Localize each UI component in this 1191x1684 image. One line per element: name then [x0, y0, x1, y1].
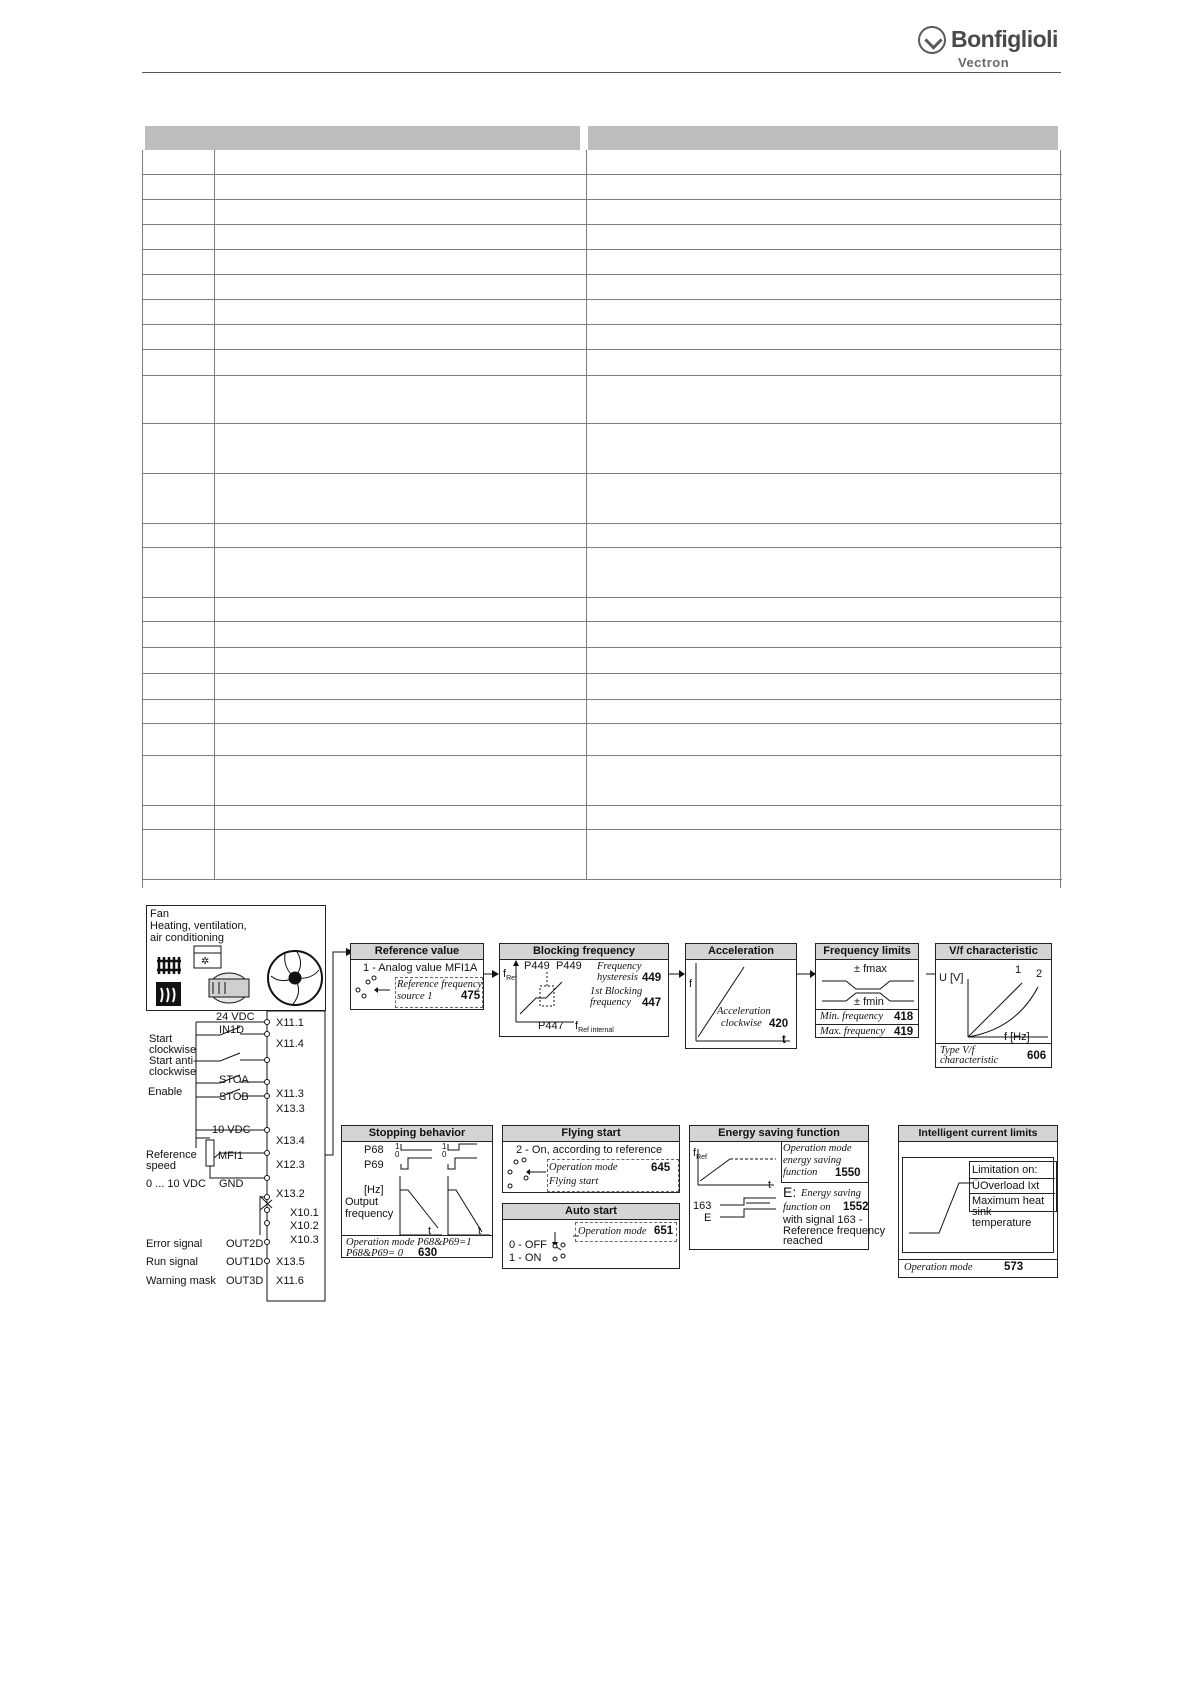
- table-cell: [142, 548, 215, 597]
- intelligent-current-mode-label: Operation mode: [904, 1262, 973, 1273]
- energy-saving-mode-2: energy saving: [783, 1155, 842, 1166]
- gnd-label: GND: [219, 1178, 244, 1190]
- table-cell: [142, 424, 215, 473]
- block-intelligent-current-limits: [898, 1125, 1058, 1278]
- start-ccw-line-1: Start anti-: [149, 1055, 197, 1067]
- table-cell: [142, 225, 215, 249]
- frequency-limits-fmax: ± fmax: [854, 963, 887, 975]
- terminal-x10-2: X10.2: [290, 1220, 319, 1232]
- energy-saving-title: Energy saving function: [690, 1126, 868, 1142]
- application-title-line-1: Fan: [150, 908, 169, 920]
- table-row: [142, 622, 1062, 648]
- table-cell: [214, 700, 587, 723]
- blocking-p449-a: P449: [524, 960, 550, 972]
- terminal-x13-4: X13.4: [276, 1135, 305, 1147]
- table-row: [142, 225, 1062, 250]
- energy-saving-fref: $f_{Ref}$: [693, 1147, 707, 1162]
- energy-saving-e-big: E:: [783, 1184, 797, 1200]
- stopping-divider: [342, 1235, 492, 1236]
- table-cell: [214, 200, 587, 224]
- energy-saving-divider-v: [781, 1141, 782, 1182]
- reference-value-title: Reference value: [351, 944, 483, 960]
- energy-saving-mode-param: 1550: [835, 1167, 861, 1179]
- table-cell: [214, 830, 587, 879]
- svg-text:✲: ✲: [201, 956, 210, 967]
- table-cell: [142, 325, 215, 349]
- blocking-frequency-title: Blocking frequency: [500, 944, 668, 960]
- table-cell: [214, 275, 587, 299]
- brand-subname: Vectron: [958, 55, 1010, 70]
- application-box: [146, 905, 326, 1011]
- brand-name: Bonfiglioli: [951, 26, 1058, 52]
- table-header-left: [145, 126, 580, 150]
- table-cell: [214, 350, 587, 375]
- radiator-icon: [157, 957, 181, 974]
- intelligent-current-options-divider-2: [969, 1193, 1055, 1194]
- table-row: [142, 648, 1062, 674]
- vf-label-1: Type V/f: [940, 1045, 975, 1056]
- auto-start-switch-icon: [549, 1228, 589, 1264]
- blocking-fref: $f_{Ref}$: [503, 968, 517, 983]
- auto-start-off: 0 - OFF: [509, 1239, 547, 1251]
- blocking-freq-param: 447: [642, 997, 662, 1009]
- table-cell: [214, 300, 587, 324]
- application-title-line-3: air conditioning: [150, 932, 224, 944]
- table-row: [142, 548, 1062, 598]
- frequency-limits-title: Frequency limits: [816, 944, 918, 960]
- table-cell: [214, 756, 587, 805]
- table-row: [142, 300, 1062, 325]
- auto-start-param: 651: [654, 1225, 674, 1237]
- energy-saving-mode-3: function: [783, 1167, 818, 1178]
- table-header-right: [588, 126, 1058, 150]
- table-cell: [214, 674, 587, 699]
- table-cell: [142, 250, 215, 274]
- vf-u-axis: U [V]: [939, 972, 964, 984]
- block-blocking-frequency: [499, 943, 669, 1037]
- ventilation-icon: [156, 982, 181, 1006]
- frequency-limits-max-label: Max. frequency: [820, 1026, 885, 1037]
- frequency-limits-min-label: Min. frequency: [820, 1011, 884, 1022]
- energy-saving-t: t: [768, 1179, 772, 1191]
- blocking-hyst-label-1: Frequency: [597, 961, 642, 972]
- header-rule: [142, 72, 1061, 73]
- table-cell: [142, 756, 215, 805]
- vf-curve-1: 1: [1015, 964, 1022, 976]
- table-cell: [142, 350, 215, 375]
- block-stopping-behavior: [341, 1125, 493, 1258]
- out3d-label: OUT3D: [226, 1275, 264, 1287]
- flying-start-option: 2 - On, according to reference: [516, 1144, 663, 1156]
- table-row: [142, 376, 1062, 424]
- table-cell: [142, 150, 215, 174]
- warning-mask-label: Warning mask: [146, 1275, 216, 1287]
- acceleration-label-2: clockwise: [721, 1018, 762, 1029]
- acceleration-param: 420: [769, 1018, 789, 1030]
- blocking-p449-b: P449: [556, 960, 582, 972]
- table-row: [142, 700, 1062, 724]
- terminal-x13-2: X13.2: [276, 1188, 305, 1200]
- table-cell: [214, 648, 587, 673]
- auto-start-title: Auto start: [503, 1204, 679, 1220]
- energy-saving-e-label-1: Energy saving: [801, 1188, 861, 1199]
- terminal-x11-6: X11.6: [276, 1275, 304, 1287]
- auto-start-on: 1 - ON: [509, 1252, 542, 1264]
- energy-saving-divider-h: [781, 1182, 868, 1183]
- blocking-hyst-param: 449: [642, 972, 662, 984]
- vf-f-axis: f [Hz]: [1004, 1031, 1030, 1043]
- table-row: [142, 275, 1062, 300]
- table-row: [142, 756, 1062, 806]
- flying-start-label-2: Flying start: [549, 1176, 599, 1187]
- fan-motor-icon: [209, 973, 249, 1003]
- table-cell: [142, 724, 215, 755]
- bonfiglioli-logo-icon: [918, 26, 946, 54]
- flying-start-switch-icon: [506, 1156, 546, 1192]
- table-cell: [142, 474, 215, 523]
- table-cell: [142, 700, 215, 723]
- vf-characteristic-title: V/f characteristic: [936, 944, 1051, 960]
- terminal-x12-3: X12.3: [276, 1159, 305, 1171]
- intelligent-current-limitation-on: Limitation on:: [972, 1164, 1038, 1176]
- flying-start-title: Flying start: [503, 1126, 679, 1142]
- table-cell: [214, 325, 587, 349]
- ref-speed-line-2: speed: [146, 1160, 176, 1172]
- table-row: [142, 724, 1062, 756]
- stopping-param: 630: [418, 1247, 438, 1259]
- energy-saving-mode-1: Operation mode: [783, 1143, 852, 1154]
- stopping-behavior-graph: [342, 1140, 492, 1240]
- vf-curve-2: 2: [1036, 968, 1043, 980]
- out1d-label: OUT1D: [226, 1256, 264, 1268]
- vf-characteristic-graph: [936, 959, 1053, 1049]
- stob-label: STOB: [219, 1091, 249, 1103]
- table-cell: [214, 225, 587, 249]
- fan-application-icons: [147, 906, 327, 1012]
- table-cell: [142, 524, 215, 547]
- energy-saving-e-label-2: function on: [783, 1202, 831, 1213]
- stopping-output-2: frequency: [345, 1208, 394, 1220]
- stopping-behavior-title: Stopping behavior: [342, 1126, 492, 1142]
- table-row: [142, 250, 1062, 275]
- table-row: [142, 325, 1062, 350]
- stoa-label: STOA: [219, 1074, 249, 1086]
- table-row: [142, 424, 1062, 474]
- error-signal-label: Error signal: [146, 1238, 203, 1250]
- frequency-limits-divider: [816, 1009, 918, 1010]
- intelligent-current-overload: ÜOverload Ixt: [972, 1180, 1040, 1192]
- run-signal-label: Run signal: [146, 1256, 198, 1268]
- ref-speed-line-1: Reference: [146, 1149, 197, 1161]
- block-auto-start: [502, 1203, 680, 1269]
- table-cell: [142, 622, 215, 647]
- table-cell: [142, 376, 215, 423]
- table-cell: [142, 806, 215, 829]
- terminal-x11-1: X11.1: [276, 1017, 304, 1029]
- reference-value-param: 475: [461, 990, 481, 1002]
- table-cell: [214, 598, 587, 621]
- blocking-freq-label-1: 1st Blocking: [590, 986, 643, 997]
- auto-start-label: Operation mode: [578, 1226, 647, 1237]
- table-cell: [214, 524, 587, 547]
- stopping-t-b: t: [478, 1225, 482, 1237]
- table-cell: [214, 250, 587, 274]
- supply-10vdc: 10 VDC: [212, 1124, 251, 1136]
- table-cell: [214, 622, 587, 647]
- frequency-limits-divider-2: [816, 1024, 918, 1025]
- vf-divider: [936, 1043, 1051, 1044]
- acceleration-f: f: [689, 978, 693, 990]
- table-cell: [142, 598, 215, 621]
- frequency-limits-fmin: ± fmin: [854, 996, 884, 1008]
- table-cell: [214, 376, 587, 423]
- table-row: [142, 200, 1062, 225]
- reference-value-option: 1 - Analog value MFI1A: [363, 962, 478, 974]
- mfi1-label: MFI1: [218, 1150, 244, 1162]
- table-cell: [214, 806, 587, 829]
- table-cell: [214, 424, 587, 473]
- terminal-x10-3: X10.3: [290, 1234, 319, 1246]
- table-cell: [142, 200, 215, 224]
- acceleration-graph: [686, 959, 796, 1049]
- block-frequency-limits: [815, 943, 919, 1038]
- terminal-x13-5: X13.5: [276, 1256, 305, 1268]
- energy-saving-e: E: [704, 1212, 712, 1224]
- acceleration-label-1: Acceleration: [717, 1006, 771, 1017]
- stopping-hz: [Hz]: [364, 1184, 384, 1196]
- acceleration-t: t: [782, 1034, 786, 1046]
- energy-saving-signal-2: Reference frequency: [783, 1225, 886, 1237]
- stopping-p68: P68: [364, 1144, 384, 1156]
- table-cell: [214, 474, 587, 523]
- start-cw-line-1: Start: [149, 1033, 173, 1045]
- stopping-p69: P69: [364, 1159, 384, 1171]
- terminal-x11-4: X11.4: [276, 1038, 304, 1050]
- stopping-mode-line-1: Operation mode P68&P69=1: [346, 1237, 472, 1248]
- table-row: [142, 150, 1062, 175]
- terminal-x10-1: X10.1: [290, 1207, 319, 1219]
- intelligent-current-limits-title: Intelligent current limits: [899, 1126, 1057, 1142]
- vf-param: 606: [1027, 1050, 1047, 1062]
- table-cell: [142, 175, 215, 199]
- intelligent-current-divider: [899, 1259, 1057, 1260]
- table-row: [142, 474, 1062, 524]
- table-cell: [142, 674, 215, 699]
- frequency-limits-max-param: 419: [894, 1026, 914, 1038]
- table-cell: [214, 150, 587, 174]
- energy-saving-signal-3: reached: [783, 1235, 823, 1247]
- brand-logo: [918, 22, 1068, 74]
- frequency-limits-min-param: 418: [894, 1011, 914, 1023]
- enable-label: Enable: [148, 1086, 183, 1098]
- table-row: [142, 524, 1062, 548]
- table-cell: [142, 648, 215, 673]
- blocking-p447: P447: [538, 1020, 564, 1032]
- reference-value-param-label-1: Reference frequency: [397, 979, 483, 990]
- block-flying-start: [502, 1125, 680, 1193]
- out2d-label: OUT2D: [226, 1238, 264, 1250]
- energy-saving-163: 163: [693, 1200, 712, 1212]
- stopping-output-1: Output: [345, 1196, 379, 1208]
- block-reference-value: [350, 943, 484, 1010]
- block-energy-saving: [689, 1125, 886, 1250]
- table-cell: [214, 548, 587, 597]
- reference-value-param-label-2: source 1: [397, 991, 433, 1002]
- stopping-t-a: t: [428, 1225, 432, 1237]
- blocking-fref-internal: $f_{Ref internal}$: [575, 1020, 614, 1035]
- blocking-hyst-label-2: hysteresis: [597, 972, 639, 983]
- flying-start-param: 645: [651, 1162, 671, 1174]
- block-acceleration: [685, 943, 797, 1049]
- ref-range: 0 ... 10 VDC: [146, 1178, 206, 1190]
- stopping-zero-a: 0: [395, 1150, 400, 1159]
- vf-label-2: characteristic: [940, 1055, 999, 1066]
- table-cell: [214, 724, 587, 755]
- intelligent-current-heat-2: sink: [972, 1206, 992, 1218]
- table-row: [142, 598, 1062, 622]
- table-row: [142, 806, 1062, 830]
- start-cw-line-2: clockwise: [149, 1044, 197, 1056]
- table-row: [142, 175, 1062, 200]
- table-row: [142, 674, 1062, 700]
- intelligent-current-graph: [905, 1161, 975, 1251]
- table-cell: [142, 275, 215, 299]
- intelligent-current-heat-3: temperature: [972, 1217, 1032, 1229]
- selector-switch-icon: [354, 974, 394, 1004]
- table-cell: [214, 175, 587, 199]
- table-cell: [142, 830, 215, 879]
- supply-24vdc: 24 VDC: [216, 1011, 255, 1023]
- intelligent-current-heat-1: Maximum heat: [972, 1195, 1045, 1207]
- table-row: [142, 830, 1062, 880]
- table-row: [142, 350, 1062, 376]
- stopping-mode-line-2: P68&P69= 0: [346, 1248, 403, 1259]
- terminal-x11-3: X11.3: [276, 1088, 304, 1100]
- acceleration-title: Acceleration: [686, 944, 796, 960]
- in1d-label: IN1D: [219, 1024, 245, 1036]
- energy-saving-signal-1: with signal 163 -: [783, 1214, 863, 1226]
- intelligent-current-param: 573: [1004, 1261, 1024, 1273]
- stopping-zero-b: 0: [442, 1150, 447, 1159]
- fan-wheel-icon: [268, 951, 322, 1005]
- flying-start-label-1: Operation mode: [549, 1162, 618, 1173]
- terminal-x13-3: X13.3: [276, 1103, 305, 1115]
- air-conditioner-icon: [194, 946, 221, 968]
- start-ccw-line-2: clockwise: [149, 1066, 197, 1078]
- block-vf-characteristic: [935, 943, 1052, 1068]
- stopping-one-b: 1: [442, 1142, 447, 1151]
- application-title-line-2: Heating, ventilation,: [150, 920, 247, 932]
- blocking-freq-label-2: frequency: [590, 997, 632, 1008]
- stopping-one-a: 1: [395, 1142, 400, 1151]
- intelligent-current-options-divider-1: [969, 1178, 1055, 1179]
- energy-saving-e-param: 1552: [843, 1201, 869, 1213]
- table-cell: [142, 300, 215, 324]
